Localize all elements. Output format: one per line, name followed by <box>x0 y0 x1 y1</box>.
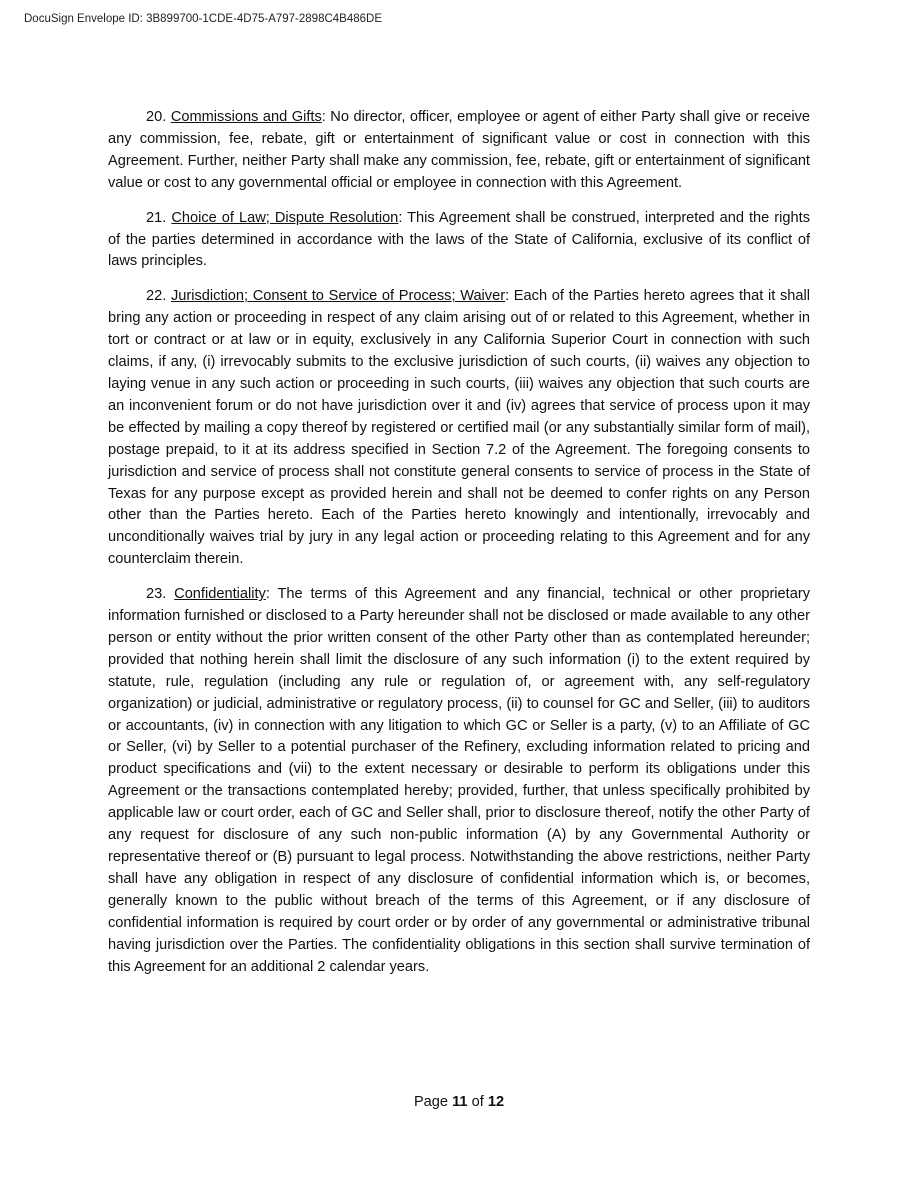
section-number: 23. <box>146 586 167 603</box>
section-body: : No director, officer, employee or agent of either Party shall give or receive any commission, fee, rebate, gift or entertainment of significant value or cost in connection with this Agreement. Further, neither Party shall make any commission, fee, rebate, gift or entertainment of significant value or cost to any governmental official or employee in connection with this Agreement. <box>108 109 810 191</box>
section-number: 22. <box>146 288 167 305</box>
page-footer <box>0 1094 918 1110</box>
section-number: 21. <box>146 209 167 226</box>
page-label: Page <box>413 1094 449 1110</box>
section-number: 20. <box>146 109 167 125</box>
of-label: of <box>471 1094 484 1110</box>
total-pages: 12 <box>487 1094 505 1110</box>
section-20 <box>108 107 810 195</box>
envelope-id: DocuSign Envelope ID: 3B899700-1CDE-4D75-A797-2898C4B486DE <box>24 13 382 25</box>
section-body: : The terms of this Agreement and any financial, technical or other proprietary information furnished or disclosed to a Party hereunder shall not be disclosed or made available to any other person or entity without the prior written consent of the other Party other than as contemplated hereunder; provided that nothing herein shall limit the disclosure of any such information (i) to the extent required by statute, rule, regulation (including any rule or regulation of, or agreement with, any self-regulatory organization) or judicial, administrative or regulatory process, (ii) to counsel for GC and Seller, (iii) to auditors or accountants, (iv) in connection with any litigation to which GC or Seller is a party, (v) to an Affiliate of GC or Seller, (vi) by Seller to a potential purchaser of the Refinery, excluding information related to pricing and product specifications and (vii) to the extent necessary or desirable to perform its obligations under this Agreement or the transactions contemplated hereby; provided, further, that unless specifically prohibited by applicable law or court order, each of GC and Seller shall, prior to disclosure thereof, notify the other Party of any request for disclosure of any such non-public information (A) by any Governmental Authority or representative thereof or (B) pursuant to legal process. Notwithstanding the above restrictions, neither Party shall have any obligation in respect of any disclosure of confidential information which is, or becomes, generally known to the public without breach of the terms of this Agreement, or if any disclosure of confidential information is required by court order or by order of any governmental or administrative tribunal having jurisdiction over the Parties. The confidentiality obligations in this section shall survive termination of this Agreement for an additional 2 calendar years. <box>108 586 810 975</box>
document-body <box>108 107 810 991</box>
section-22 <box>108 286 810 571</box>
section-heading: Commissions and Gifts <box>170 109 322 125</box>
section-23 <box>108 584 810 978</box>
section-heading: Choice of Law; Dispute Resolution <box>171 209 399 226</box>
section-21 <box>108 208 810 274</box>
section-heading: Jurisdiction; Consent to Service of Process; Waiver <box>170 288 506 305</box>
section-heading: Confidentiality <box>174 586 266 603</box>
current-page: 11 <box>452 1094 468 1110</box>
section-body: : Each of the Parties hereto agrees that it shall bring any action or proceeding in respect of any claim arising out of or related to this Agreement, whether in tort or contract or at law or in equity, exclusively in any California Superior Court in connection with such claims, if any, (i) irrevocably submits to the exclusive jurisdiction of such courts, (ii) waives any objection to laying venue in any such action or proceeding in such courts, (iii) waives any objection that such courts are an inconvenient forum or do not have jurisdiction over it and (iv) agrees that service of process upon it may be effected by mailing a copy thereof by registered or certified mail (or any substantially similar form of mail), postage prepaid, to it at its address specified in Section 7.2 of the Agreement. The foregoing consents to jurisdiction and service of process shall not constitute general consents to service of process in the State of Texas for any purpose except as provided herein and shall not be deemed to confer rights on any Person other than the Parties hereto. Each of the Parties hereto knowingly and intentionally, irrevocably and unconditionally waives trial by jury in any legal action or proceeding relating to this Agreement and for any counterclaim therein. <box>108 288 810 568</box>
section-body: : This Agreement shall be construed, interpreted and the rights of the parties determined in accordance with the laws of the State of California, exclusive of its conflict of laws principles. <box>108 209 810 270</box>
